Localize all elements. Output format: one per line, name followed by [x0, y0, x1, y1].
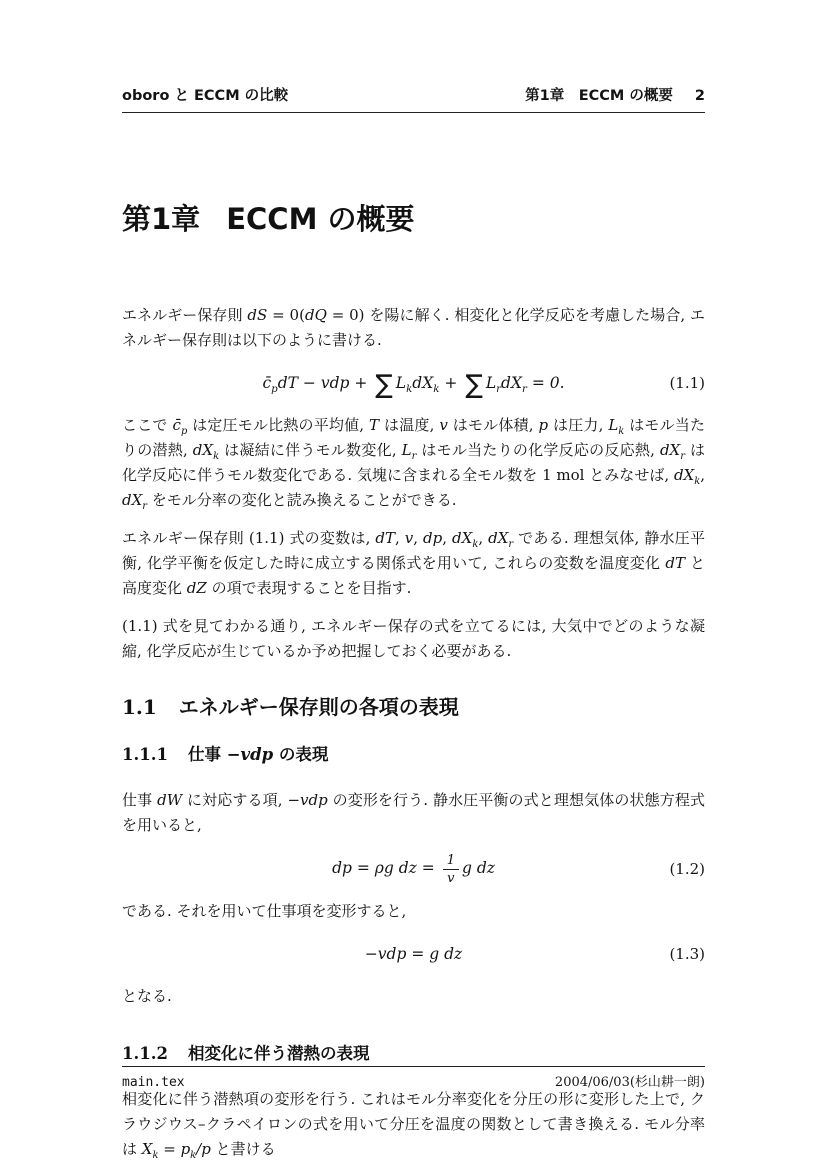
- page-number: 2: [694, 88, 705, 104]
- paragraph-dearu-transform: である. それを用いて仕事項を変形すると,: [122, 902, 407, 920]
- header-left-title: oboro と ECCM の比較: [122, 88, 289, 104]
- section-heading-1-1: [122, 694, 705, 720]
- subsection-number: 1.1.2: [122, 1044, 168, 1063]
- equation-1-2-number: (1.2): [669, 859, 705, 878]
- running-footer: [122, 1066, 705, 1091]
- equation-1-1: [122, 366, 705, 400]
- running-header: [122, 88, 705, 113]
- page-body: [122, 303, 705, 1169]
- paragraph-goal-of-expression: エネルギー保存則 (1.1) 式の変数は, dT, v, dp, $dX_k$, $dX_r$ である. 理想気体, 静水圧平衡, 化学平衡を仮定した時に成立する関係式を用いて, これらの変数を温度変化 dT と高度変化 dZ の項で表現することを目指す.: [122, 529, 705, 597]
- footer-filename: main.tex: [122, 1075, 185, 1090]
- equation-1-3: [122, 937, 705, 971]
- equation-1-3-body: −vdp = g dz: [364, 945, 463, 963]
- section-number: 1.1: [122, 695, 157, 719]
- paragraph-need-to-know-reactions: (1.1) 式を見てわかる通り, エネルギー保存の式を立てるには, 大気中でどのような凝縮, 化学反応が生じているか予め把握しておく必要がある.: [122, 617, 705, 660]
- paragraph-work-term-transform: 仕事 dW に対応する項, −vdp の変形を行う. 静水圧平衡の式と理想気体の状態方程式を用いると,: [122, 791, 705, 834]
- paragraph-latent-heat-transform: 相変化に伴う潜熱項の変形を行う. これはモル分率変化を分圧の形に変形した上で, クラウジウス–クラペイロンの式を用いて分圧を温度の関数として書き換える. モル分率は $X_k = p_k/p$ と書ける: [122, 1090, 705, 1161]
- paragraph-tonaru: となる.: [122, 987, 172, 1005]
- footer-date-author: 2004/06/03(杉山耕一朗): [554, 1075, 705, 1090]
- header-right: [525, 88, 705, 105]
- subsection-number: 1.1.1: [122, 745, 168, 764]
- paragraph-variable-definitions: ここで $c̄_p$ は定圧モル比熱の平均値, T は温度, v はモル体積, p は圧力, $L_k$ はモル当たりの潜熱, $dX_k$ は凝結に伴うモル数変化, $L_r$ はモル当たりの化学反応の反応熱, $dX_r$ は化学反応に伴うモル数変化である. 気塊に含まれる全モル数を 1 mol とみなせば, $dX_k$, $dX_r$ をモル分率の変化と読み換えることができる.: [122, 416, 705, 512]
- equation-1-2-body: dp = ρg dz = $\frac{1}{v}$ g dz: [332, 853, 495, 886]
- header-chapter-label: 第1章 ECCM の概要: [525, 88, 673, 104]
- chapter-number: 第1章: [122, 202, 201, 236]
- subsection-heading-1-1-2: [122, 1043, 705, 1065]
- subsection-heading-1-1-1: [122, 744, 705, 766]
- section-title: エネルギー保存則の各項の表現: [178, 695, 459, 719]
- chapter-title: [122, 200, 705, 238]
- equation-1-2: [122, 851, 705, 886]
- equation-1-1-number: (1.1): [669, 374, 705, 392]
- equation-1-3-number: (1.3): [669, 945, 705, 963]
- chapter-name: ECCM の概要: [226, 202, 415, 236]
- subsection-title: 相変化に伴う潜熱の表現: [187, 1044, 370, 1063]
- equation-1-1-body: $c̄_pdT$ − vdp + ∑ $L_kdX_k$ + ∑ $L_rdX_r = 0$.: [262, 370, 565, 400]
- subsection-title: 仕事 −vdp の表現: [187, 745, 329, 764]
- paragraph-energy-conservation-intro: エネルギー保存則 dS = 0(dQ = 0) を陽に解く. 相変化と化学反応を考慮した場合, エネルギー保存則は以下のように書ける.: [122, 306, 706, 349]
